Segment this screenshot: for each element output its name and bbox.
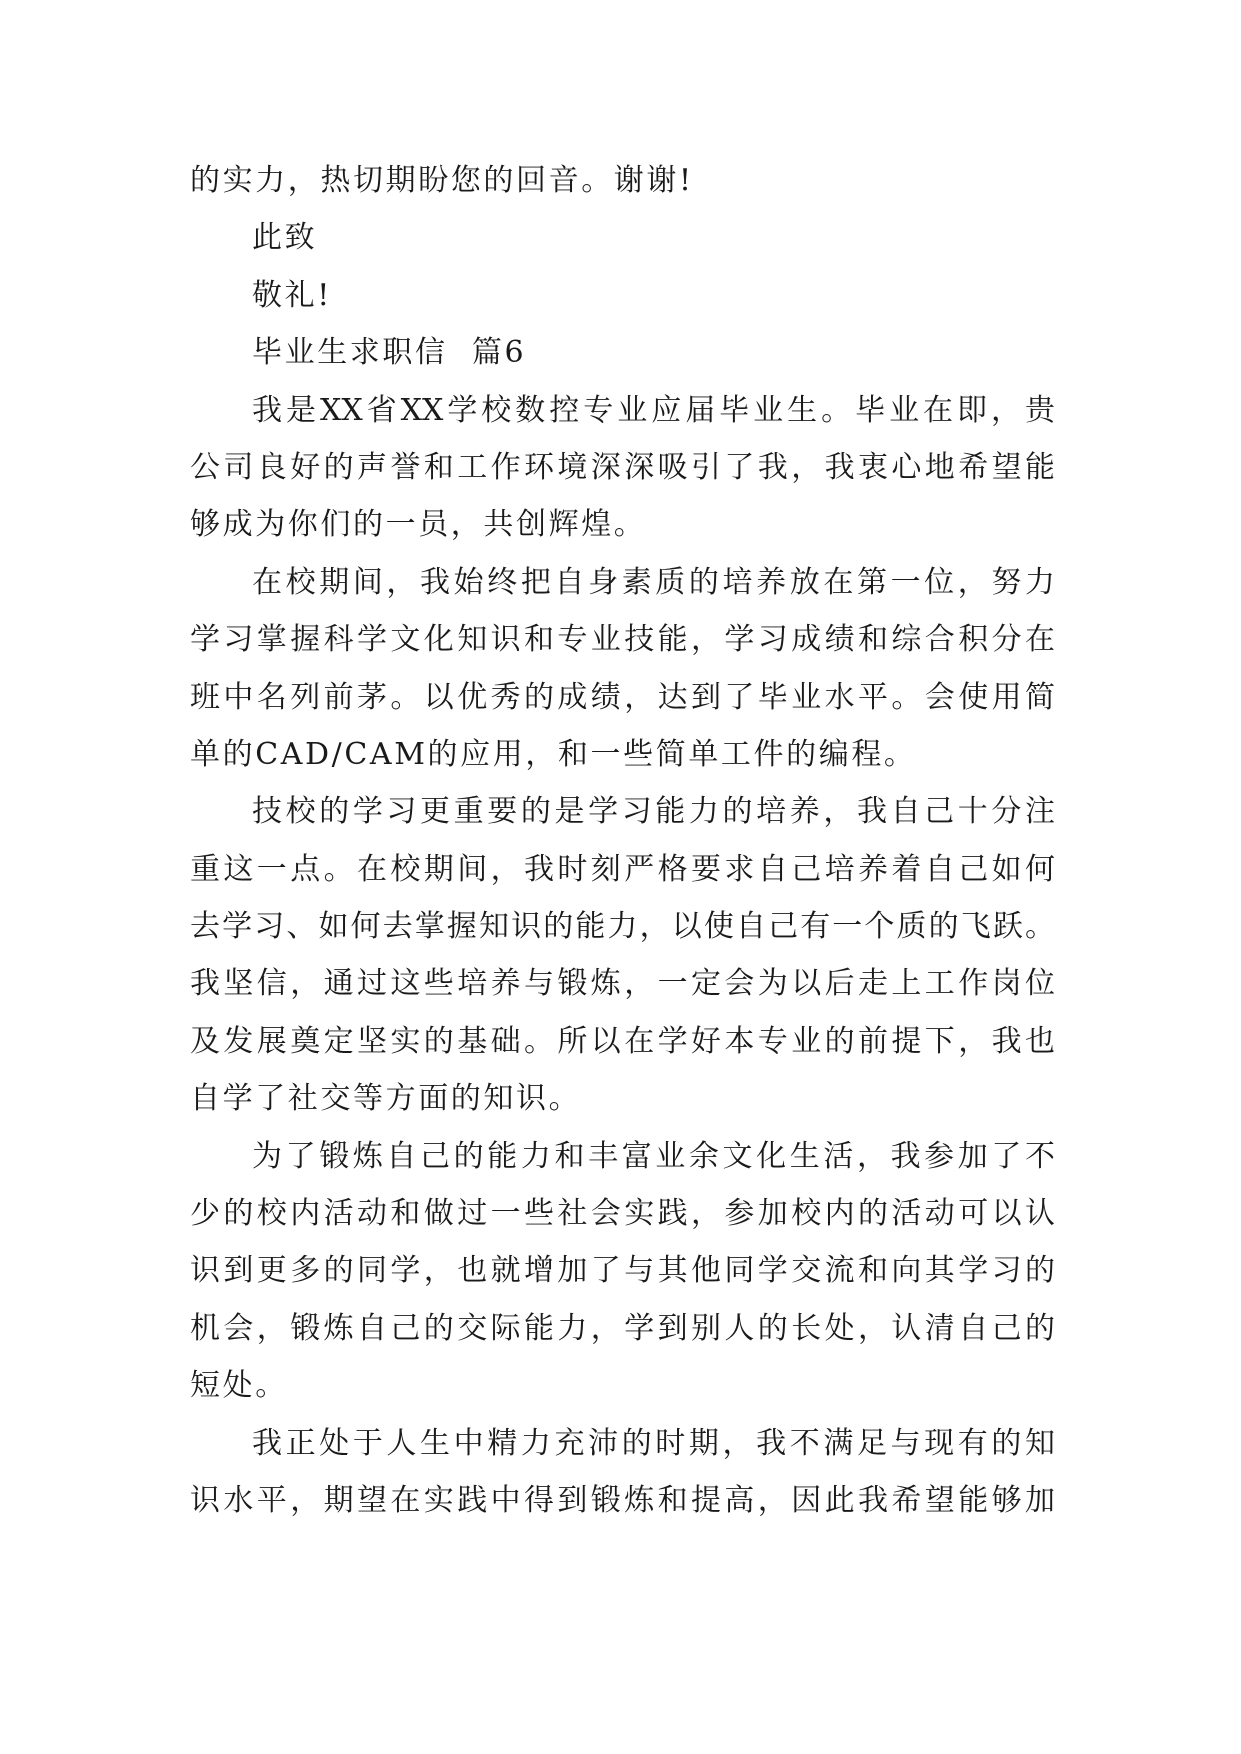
- text-line: 的实力，热切期盼您的回音。谢谢!: [190, 163, 694, 198]
- text-line: 够成为你们的一员，共创辉煌。: [190, 507, 647, 543]
- letter-body: [190, 161, 1055, 1538]
- text-line: 毕业生求职信 篇6: [252, 335, 527, 371]
- text-line: 此致: [252, 220, 318, 256]
- text-line: 我正处于人生中精力充沛的时期，我不满足与现有的知: [252, 1425, 1055, 1461]
- text-line: 我是XX省XX学校数控专业应届毕业生。毕业在即，贵: [252, 392, 1055, 428]
- text-line: 机会，锻炼自己的交际能力，学到别人的长处，认清自己的: [190, 1310, 1055, 1346]
- text-line: 为了锻炼自己的能力和丰富业余文化生活，我参加了不: [252, 1138, 1055, 1174]
- text-line: 识到更多的同学，也就增加了与其他同学交流和向其学习的: [190, 1253, 1055, 1289]
- text-line: 去学习、如何去掌握知识的能力，以使自己有一个质的飞跃。: [190, 909, 1055, 945]
- text-line: 学习掌握科学文化知识和专业技能，学习成绩和综合积分在: [190, 622, 1055, 658]
- text-line: 自学了社交等方面的知识。: [190, 1081, 582, 1117]
- text-line: 在校期间，我始终把自身素质的培养放在第一位，努力: [252, 564, 1055, 600]
- text-line: 识水平，期望在实践中得到锻炼和提高，因此我希望能够加: [190, 1482, 1055, 1518]
- text-line: 少的校内活动和做过一些社会实践，参加校内的活动可以认: [190, 1196, 1055, 1232]
- text-line: 重这一点。在校期间，我时刻严格要求自己培养着自己如何: [190, 851, 1055, 887]
- text-line: 及发展奠定坚实的基础。所以在学好本专业的前提下，我也: [190, 1023, 1055, 1059]
- text-line: 我坚信，通过这些培养与锻炼，一定会为以后走上工作岗位: [190, 966, 1055, 1002]
- text-line: 技校的学习更重要的是学习能力的培养，我自己十分注: [252, 794, 1055, 830]
- text-line: 公司良好的声誉和工作环境深深吸引了我，我衷心地希望能: [190, 449, 1055, 485]
- text-line: 敬礼!: [252, 277, 332, 313]
- text-line: 单的CAD/CAM的应用，和一些简单工件的编程。: [190, 736, 917, 772]
- text-line: 短处。: [190, 1368, 288, 1404]
- text-line: 班中名列前茅。以优秀的成绩，达到了毕业水平。会使用简: [190, 679, 1055, 715]
